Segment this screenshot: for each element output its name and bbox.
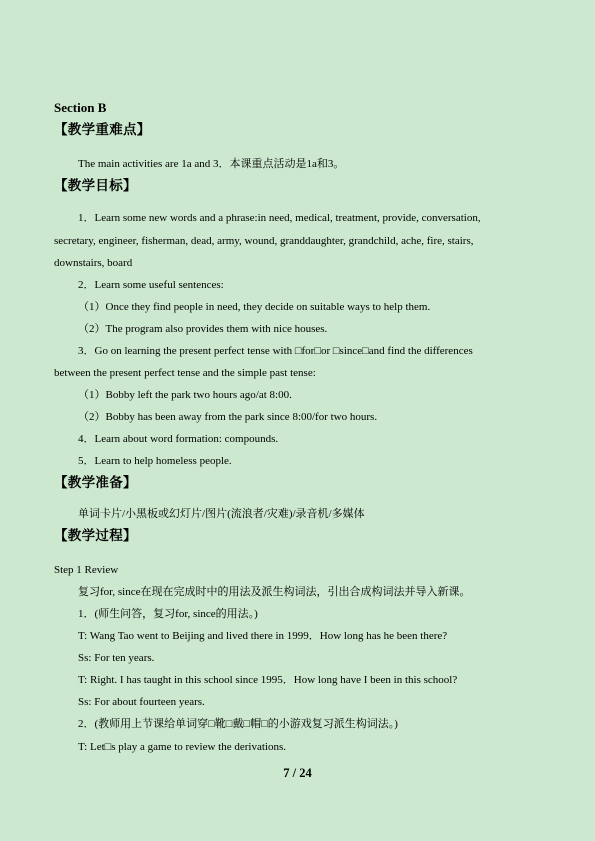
key-points-text: The main activities are 1a and 3．本课重点活动是1a和3。 — [78, 158, 345, 170]
objective-1-line-3: downstairs, board — [54, 257, 133, 269]
objective-2: 2．Learn some useful sentences: — [78, 279, 224, 291]
objective-2-sentence-1: （1）Once they find people in need, they decide on suitable ways to help them. — [78, 301, 431, 313]
dialogue-line-1: T: Wang Tao went to Beijing and lived there in 1999．How long has he been there? — [78, 630, 448, 642]
objective-3-line-2: between the present perfect tense and the simple past tense: — [54, 367, 316, 379]
heading-objectives: 【教学目标】 — [54, 178, 137, 194]
dialogue-line-2: Ss: For ten years. — [78, 652, 155, 664]
heading-preparation: 【教学准备】 — [54, 475, 137, 491]
step-1-part-1: 1．(师生问答，复习for, since的用法。) — [78, 608, 258, 620]
objective-3-example-2: （2）Bobby has been away from the park since 8:00/for two hours. — [78, 411, 378, 423]
step-1-intro: 复习for, since在现在完成时中的用法及派生构词法，引出合成构词法并导入新课。 — [78, 586, 471, 598]
objective-3-line-1: 3．Go on learning the present perfect tense with □for□or □since□and find the differences — [78, 345, 473, 357]
objective-1-line-2: secretary, engineer, fisherman, dead, army, wound, granddaughter, grandchild, ache, fire, stairs, — [54, 235, 474, 247]
step-1-part-2: 2．(教师用上节课给单词穿□靴□戴□帽□的小游戏复习派生构词法。) — [78, 718, 398, 730]
heading-process: 【教学过程】 — [54, 528, 137, 544]
objective-4: 4．Learn about word formation: compounds. — [78, 433, 279, 445]
objective-3-example-1: （1）Bobby left the park two hours ago/at 8:00. — [78, 389, 292, 401]
heading-key-points: 【教学重难点】 — [54, 122, 151, 138]
preparation-text: 单词卡片/小黑板或幻灯片/图片(流浪者/灾难)/录音机/多媒体 — [78, 508, 365, 520]
objective-2-sentence-2: （2）The program also provides them with nice houses. — [78, 323, 328, 335]
dialogue-line-4: Ss: For about fourteen years. — [78, 696, 205, 708]
objective-1-line-1: 1．Learn some new words and a phrase:in need, medical, treatment, provide, conversation, — [78, 212, 481, 224]
objective-5: 5．Learn to help homeless people. — [78, 455, 232, 467]
dialogue-line-5: T: Let□s play a game to review the derivations. — [78, 741, 287, 753]
page-number: 7 / 24 — [283, 766, 312, 780]
dialogue-line-3: T: Right. I has taught in this school since 1995．How long have I been in this school? — [78, 674, 458, 686]
step-1-title: Step 1 Review — [54, 564, 119, 576]
section-title: Section B — [54, 100, 107, 115]
